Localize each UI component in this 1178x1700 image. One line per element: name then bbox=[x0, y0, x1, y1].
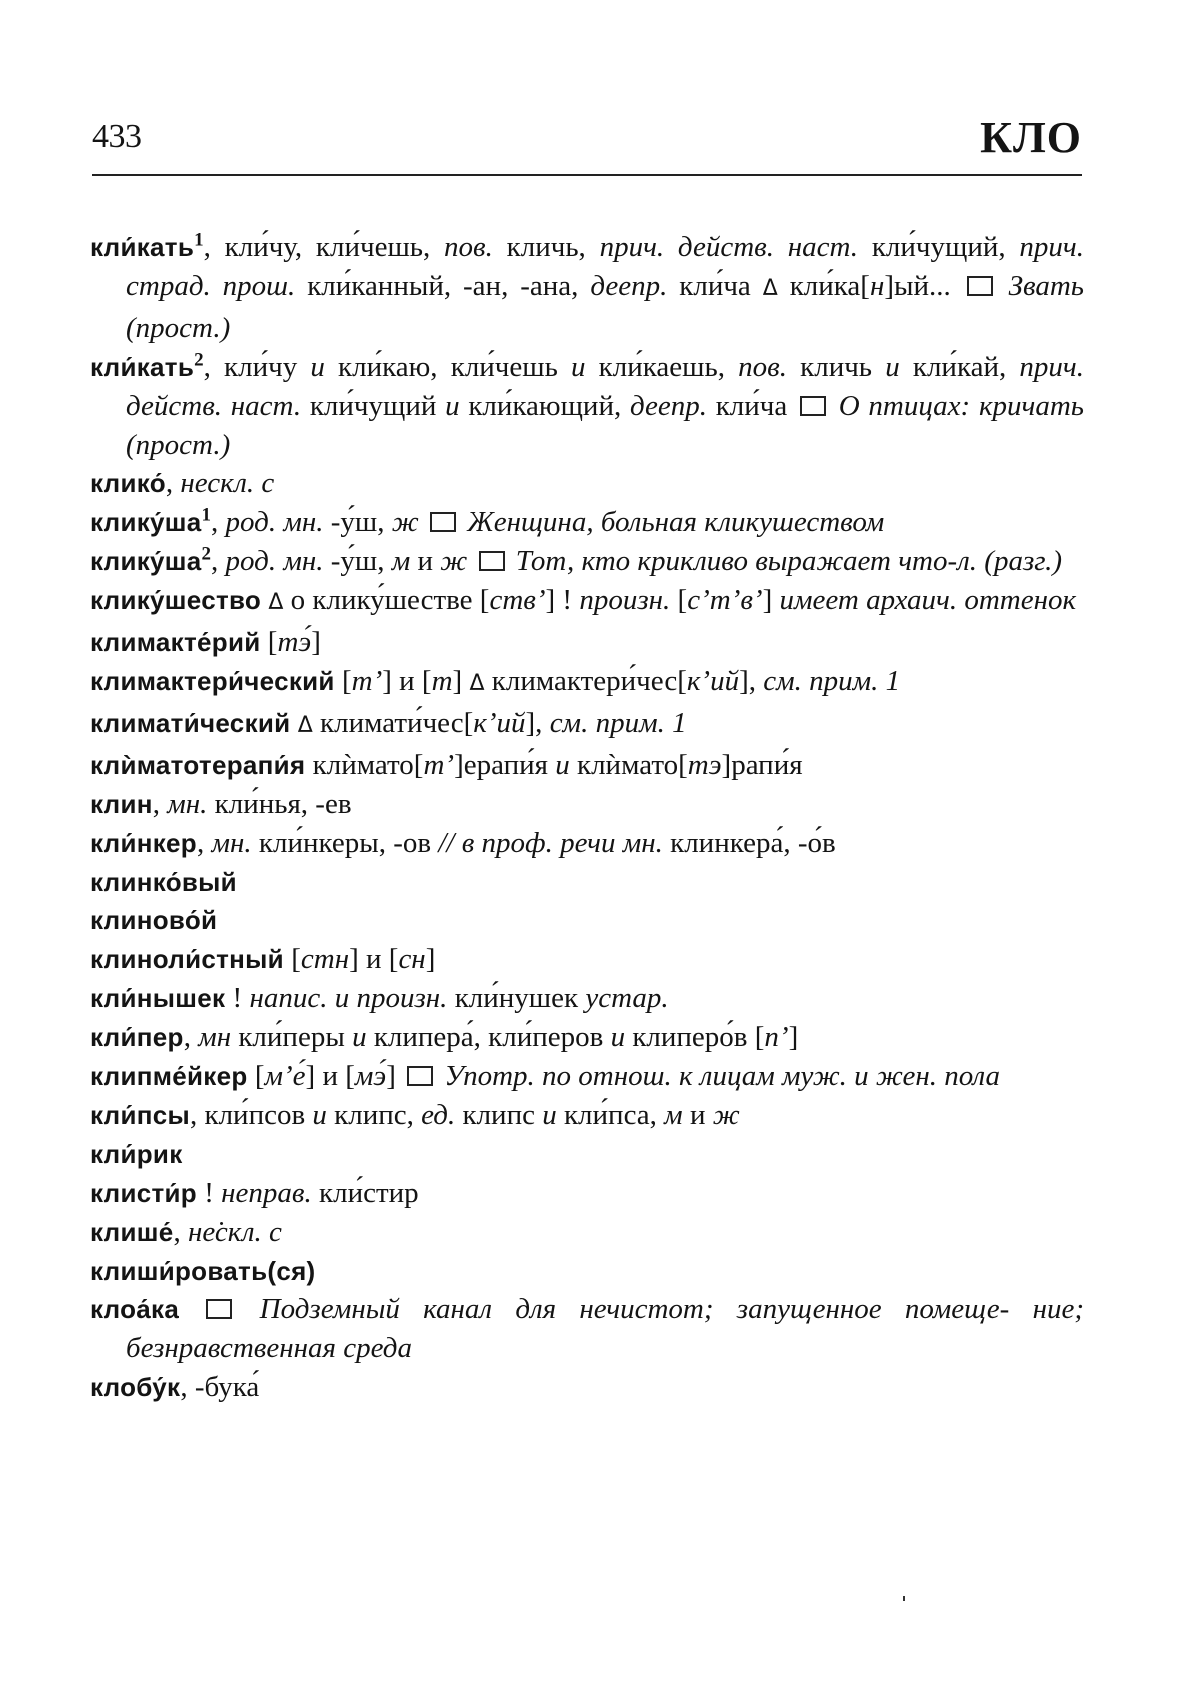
headword: кли́кать bbox=[90, 351, 195, 382]
triangle-icon: Δ bbox=[268, 590, 284, 616]
definition-box-icon bbox=[967, 276, 993, 296]
headword: клику́ша bbox=[90, 507, 202, 538]
definition-box-icon bbox=[407, 1066, 433, 1086]
dictionary-entry bbox=[90, 1135, 1084, 1174]
triangle-icon: Δ bbox=[762, 275, 778, 301]
italic-annotation: и bbox=[542, 1098, 557, 1131]
italic-annotation: не̇скл. с bbox=[187, 1215, 282, 1248]
italic-annotation: Звать (прост.) bbox=[126, 269, 1084, 344]
headword: кли́рик bbox=[90, 1138, 183, 1169]
headword: клипме́йкер bbox=[90, 1061, 248, 1092]
dictionary-entry bbox=[90, 1252, 1084, 1291]
entry-text bbox=[419, 506, 426, 538]
italic-annotation: // в проф. речи мн. bbox=[438, 826, 663, 859]
definition-box-icon bbox=[479, 551, 505, 571]
entry-text: ! bbox=[225, 982, 250, 1015]
headword: кли́псы bbox=[90, 1099, 190, 1130]
entry-text bbox=[290, 707, 297, 739]
dictionary-entry bbox=[90, 1096, 1084, 1135]
entry-text: кли́кай, bbox=[899, 350, 1020, 383]
italic-annotation: ств’ bbox=[489, 584, 546, 617]
italic-annotation: м bbox=[664, 1098, 683, 1131]
italic-annotation: тэ́ bbox=[277, 626, 312, 659]
dictionary-entry bbox=[90, 940, 1084, 979]
italic-annotation: Употр. по отнош. к лицам муж. и жен. пола bbox=[437, 1060, 1001, 1093]
entry-text: , bbox=[173, 1215, 188, 1248]
italic-annotation: ж bbox=[712, 1098, 740, 1131]
entry-text: ]ерапи́я bbox=[454, 748, 556, 781]
entry-text: клѝмато[ bbox=[569, 748, 688, 781]
headword: клин bbox=[90, 788, 153, 819]
homonym-number: 2 bbox=[194, 349, 204, 371]
entry-text: кличь, bbox=[492, 231, 600, 263]
italic-annotation: мн. bbox=[211, 826, 252, 859]
dictionary-entry bbox=[90, 662, 1084, 704]
entry-text: [ bbox=[670, 584, 688, 617]
entry-text: -у́ш, bbox=[323, 545, 392, 578]
homonym-number: 2 bbox=[201, 543, 212, 565]
headword: кли́нкер bbox=[90, 827, 197, 858]
italic-annotation: т bbox=[431, 664, 453, 697]
dictionary-entry bbox=[90, 704, 1084, 746]
homonym-number: 1 bbox=[194, 229, 204, 251]
entry-text: клипс, bbox=[326, 1098, 422, 1131]
entry-text: ] и [ bbox=[382, 664, 432, 697]
entry-text: климати́чес[ bbox=[312, 706, 474, 739]
triangle-icon: Δ bbox=[469, 670, 485, 696]
italic-annotation: Женщина, больная кликушеством bbox=[459, 506, 885, 539]
entry-text: климактери́чес[ bbox=[484, 664, 687, 697]
italic-annotation: и bbox=[885, 350, 900, 383]
entry-text bbox=[467, 545, 474, 577]
headword: клику́шество bbox=[90, 585, 262, 616]
italic-annotation: мн. bbox=[167, 787, 208, 820]
italic-annotation: О птицах: кричать (прост.) bbox=[126, 389, 1084, 461]
italic-annotation: и bbox=[610, 1021, 626, 1054]
italic-annotation: мн bbox=[198, 1021, 232, 1054]
scan-speck bbox=[903, 1596, 905, 1601]
entry-text: , bbox=[183, 1021, 199, 1054]
entry-text bbox=[179, 1293, 202, 1325]
dictionary-entry bbox=[90, 542, 1084, 581]
entry-text: ] bbox=[452, 664, 470, 697]
entry-text: ] bbox=[762, 584, 780, 617]
italic-annotation: н bbox=[869, 269, 885, 302]
dictionary-entry bbox=[90, 1018, 1084, 1057]
italic-annotation: п’ bbox=[764, 1021, 789, 1054]
entry-text: [ bbox=[260, 626, 278, 659]
italic-annotation: м’е́ bbox=[264, 1060, 306, 1093]
italic-annotation: стн bbox=[300, 943, 350, 976]
headword: клоа́ка bbox=[90, 1294, 180, 1325]
headword: климактери́ческий bbox=[90, 665, 335, 696]
entry-text: ] и [ bbox=[349, 943, 399, 976]
definition-box-icon bbox=[800, 396, 826, 416]
entry-text: , bbox=[165, 467, 181, 500]
dictionary-entry bbox=[90, 348, 1084, 465]
entry-text: -у́ш, bbox=[323, 506, 392, 539]
italic-annotation: т’ bbox=[351, 664, 383, 697]
page-header bbox=[92, 112, 1082, 182]
italic-annotation: Тот, кто крикливо выражает что-л. (разг.) bbox=[508, 545, 1063, 578]
italic-annotation: род. мн. bbox=[225, 506, 324, 539]
entry-text: кли́каешь, bbox=[585, 350, 739, 383]
entry-text: кли́канный, -ан, -ана, bbox=[295, 269, 591, 302]
entry-text: ]рапи́я bbox=[721, 748, 803, 781]
dictionary-entry bbox=[90, 581, 1084, 623]
entry-text: , кли́псов bbox=[190, 1098, 313, 1131]
entry-text: клѝмато[ bbox=[305, 748, 424, 781]
dictionary-entry bbox=[90, 824, 1084, 863]
italic-annotation: род. мн. bbox=[225, 545, 324, 578]
dictionary-entry bbox=[90, 1290, 1084, 1368]
headword: кли́пер bbox=[90, 1022, 184, 1053]
italic-annotation: мэ́ bbox=[354, 1060, 387, 1093]
entry-text: кли́кающий, bbox=[459, 389, 630, 422]
entry-text: ] bbox=[425, 943, 436, 976]
entry-text: ] bbox=[386, 1060, 404, 1093]
entry-text: кли́перы bbox=[231, 1021, 353, 1054]
headword: клинко́вый bbox=[90, 866, 237, 897]
entry-text: и bbox=[682, 1098, 713, 1131]
entry-text: ] и [ bbox=[305, 1060, 355, 1093]
dictionary-entry bbox=[90, 228, 1084, 348]
italic-annotation: пов. bbox=[738, 350, 787, 383]
italic-annotation: ж bbox=[391, 506, 419, 539]
entry-text: ], bbox=[525, 706, 550, 739]
header-rule bbox=[92, 174, 1082, 176]
dictionary-entries bbox=[90, 228, 1084, 1407]
page-number: 433 bbox=[92, 118, 142, 155]
entry-text: кли́ча bbox=[706, 389, 796, 422]
dictionary-entry bbox=[90, 464, 1084, 503]
entry-text: кли́нушек bbox=[447, 982, 586, 1015]
headword: клиши́ровать(ся) bbox=[90, 1255, 316, 1286]
headword: клиноли́стный bbox=[90, 944, 284, 975]
entry-text: , bbox=[152, 787, 168, 820]
entry-text: , bbox=[211, 506, 226, 539]
italic-annotation: деепр. bbox=[629, 389, 707, 422]
entry-text: клинкера́, -о́в bbox=[662, 826, 836, 859]
entry-text: [ bbox=[283, 943, 301, 976]
italic-annotation: ед. bbox=[421, 1098, 456, 1131]
italic-annotation: прич. страд. прош. bbox=[126, 231, 1084, 302]
entry-text: о клику́шестве [ bbox=[283, 584, 490, 617]
entry-text: кли́стир bbox=[311, 1176, 419, 1209]
italic-annotation: деепр. bbox=[590, 269, 668, 302]
italic-annotation: имеет архаич. оттенок bbox=[779, 584, 1077, 617]
entry-text: , кли́чу, кли́чешь, bbox=[203, 231, 445, 263]
headword: кли́кать bbox=[90, 232, 195, 262]
italic-annotation: пов. bbox=[444, 231, 493, 263]
dictionary-entry bbox=[90, 1057, 1084, 1096]
dictionary-entry bbox=[90, 746, 1084, 785]
italic-annotation: и bbox=[571, 350, 586, 383]
entry-text: кли́ча bbox=[667, 269, 763, 302]
entry-text: , bbox=[211, 545, 226, 578]
headword: кли́нышек bbox=[90, 983, 226, 1014]
italic-annotation: и bbox=[312, 1098, 327, 1131]
headword: клико́ bbox=[90, 468, 166, 499]
italic-annotation: произн. bbox=[579, 584, 671, 617]
homonym-number: 1 bbox=[201, 504, 212, 526]
triangle-icon: Δ bbox=[297, 712, 313, 738]
headword: клише́ bbox=[90, 1216, 174, 1247]
entry-text: , -бука́ bbox=[180, 1371, 260, 1404]
italic-annotation: Подземный канал для нечистот; запущенное помеще- ние; безнравственная среда bbox=[126, 1293, 1085, 1365]
dictionary-entry bbox=[90, 1174, 1084, 1213]
entry-text: , кли́чу bbox=[203, 350, 311, 383]
entry-text: ] ! bbox=[545, 584, 580, 617]
italic-annotation: см. прим. 1 bbox=[549, 706, 687, 739]
entry-text: клипера́, кли́перов bbox=[366, 1021, 611, 1054]
entry-text: кли́нкеры, -ов bbox=[251, 826, 439, 859]
entry-text: кли́ка[ bbox=[777, 269, 870, 302]
italic-annotation: с’т’в’ bbox=[687, 584, 763, 617]
definition-box-icon bbox=[206, 1299, 232, 1319]
italic-annotation: т’ bbox=[423, 748, 455, 781]
entry-text: ], bbox=[739, 664, 764, 697]
entry-text: кли́чущий, bbox=[858, 231, 1020, 263]
italic-annotation: неправ. bbox=[221, 1176, 312, 1209]
italic-annotation: тэ bbox=[687, 748, 722, 781]
entry-text: кли́чущий bbox=[301, 389, 446, 422]
italic-annotation: прич. действ. наст. bbox=[126, 350, 1085, 422]
headword: клисти́р bbox=[90, 1177, 197, 1208]
italic-annotation: м bbox=[391, 545, 411, 578]
dictionary-entry bbox=[90, 979, 1084, 1018]
italic-annotation: устар. bbox=[585, 982, 669, 1015]
headword: клобу́к bbox=[90, 1372, 181, 1403]
entry-text: кли́нья, -ев bbox=[207, 787, 352, 820]
entry-text: ] bbox=[311, 626, 321, 659]
entry-text: ]ый... bbox=[884, 269, 963, 302]
entry-text: ] bbox=[788, 1021, 799, 1054]
entry-text: клипс bbox=[455, 1098, 543, 1131]
entry-text: [ bbox=[247, 1060, 265, 1093]
italic-annotation: и bbox=[310, 350, 325, 383]
italic-annotation: ж bbox=[440, 545, 468, 578]
headword: клику́ша bbox=[90, 546, 202, 577]
dictionary-entry bbox=[90, 785, 1084, 824]
entry-text: клиперо́в [ bbox=[625, 1021, 765, 1054]
dictionary-entry bbox=[90, 863, 1084, 902]
italic-annotation: нескл. с bbox=[180, 467, 275, 500]
entry-text: , bbox=[197, 826, 212, 859]
italic-annotation: к’ий bbox=[686, 664, 740, 697]
definition-box-icon bbox=[430, 512, 456, 532]
dictionary-entry bbox=[90, 1213, 1084, 1252]
running-head: КЛО bbox=[980, 113, 1082, 162]
entry-text: кличь bbox=[786, 350, 886, 383]
dictionary-entry bbox=[90, 901, 1084, 940]
entry-text: кли́пса, bbox=[556, 1098, 665, 1131]
italic-annotation: и bbox=[352, 1021, 367, 1054]
italic-annotation: и bbox=[445, 389, 460, 422]
italic-annotation: сн bbox=[398, 943, 426, 976]
italic-annotation: напис. и произн. bbox=[249, 982, 448, 1015]
headword: климати́ческий bbox=[90, 707, 291, 738]
headword: клѝматотерапи́я bbox=[90, 749, 306, 780]
italic-annotation: прич. действ. наст. bbox=[599, 231, 859, 263]
dictionary-entry bbox=[90, 1368, 1084, 1407]
italic-annotation: и bbox=[555, 748, 570, 781]
dictionary-entry bbox=[90, 623, 1084, 662]
entry-text: [ bbox=[334, 664, 352, 697]
headword: климакте́рий bbox=[90, 627, 261, 658]
italic-annotation: к’ий bbox=[473, 706, 526, 739]
italic-annotation: см. прим. 1 bbox=[763, 664, 901, 697]
entry-text: ! bbox=[197, 1176, 222, 1209]
entry-text: кли́каю, кли́чешь bbox=[324, 350, 571, 383]
entry-text: и bbox=[410, 545, 441, 578]
dictionary-entry bbox=[90, 503, 1084, 542]
headword: клиново́й bbox=[90, 905, 218, 936]
